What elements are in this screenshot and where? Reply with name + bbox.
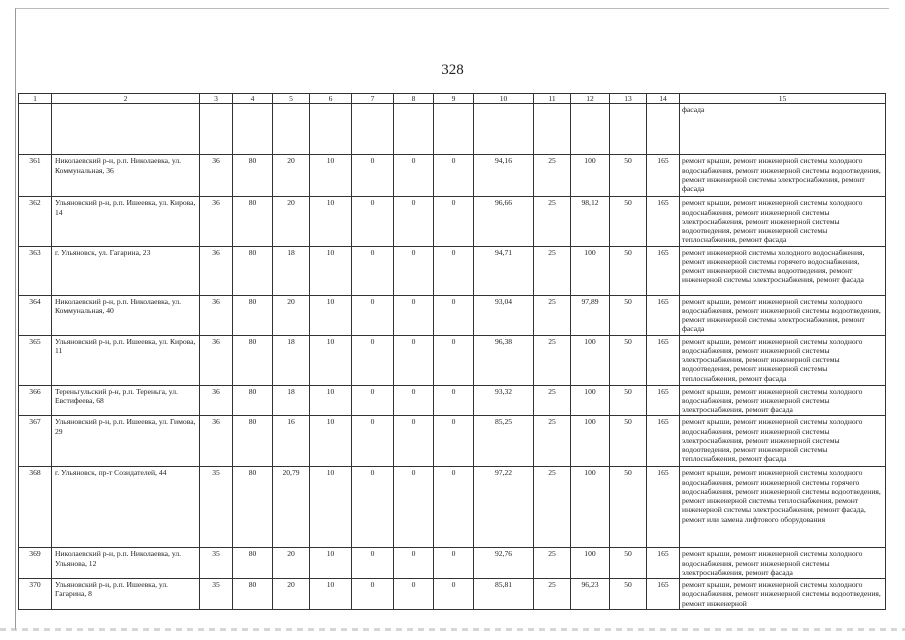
cell-col-6: 10 <box>310 295 352 335</box>
cell-col-1: 364 <box>19 295 52 335</box>
cell-col-10: 94,71 <box>474 246 534 295</box>
cell-col-3: 36 <box>200 416 233 467</box>
cell-col-11: 25 <box>534 295 571 335</box>
col-header-3: 3 <box>200 94 233 104</box>
cell-col-15: ремонт крыши, ремонт инженерной системы холодного водоснабжения, ремонт инженерной системы электроснабжения, ремонт инженерной системы водоотведения, ремонт инженерной системы теплоснабжения, ремонт фасада <box>680 416 886 467</box>
cell-col-11: 25 <box>534 385 571 416</box>
cell-col-2: Николаевский р-н, р.п. Николаевка, ул. Коммунальная, 36 <box>52 155 200 197</box>
col-header-10: 10 <box>474 94 534 104</box>
cell-col-14: 165 <box>647 548 680 579</box>
cell-col-10: 85,81 <box>474 579 534 610</box>
cell-col-11: 25 <box>534 579 571 610</box>
cell-col-4: 80 <box>233 579 273 610</box>
cell-col-15: ремонт инженерной системы холодного водоснабжения, ремонт инженерной системы горячего водоснабжения, ремонт инженерной системы водоотведения, ремонт инженерной системы электроснабжения, ремонт фасада <box>680 246 886 295</box>
cell-col-14: 165 <box>647 467 680 548</box>
cell-col-4: 80 <box>233 246 273 295</box>
cell-col-8: 0 <box>394 295 434 335</box>
col-header-4: 4 <box>233 94 273 104</box>
cell-col-13: 50 <box>610 385 647 416</box>
cell-col-9: 0 <box>434 548 474 579</box>
cell-col-10: 96,38 <box>474 335 534 385</box>
cell-col-13: 50 <box>610 295 647 335</box>
cell-col-7: 0 <box>352 335 394 385</box>
cell-col-11: 25 <box>534 416 571 467</box>
cell-col-14: 165 <box>647 295 680 335</box>
col-header-6: 6 <box>310 94 352 104</box>
cell-col-7: 0 <box>352 548 394 579</box>
cell-col-15: ремонт крыши, ремонт инженерной системы холодного водоснабжения, ремонт инженерной системы водоотведения, ремонт инженерной <box>680 579 886 610</box>
cell-col-5: 20,79 <box>273 467 310 548</box>
cell-col-2: Николаевский р-н, р.п. Николаевка, ул. Ульянова, 12 <box>52 548 200 579</box>
table-row <box>19 197 886 246</box>
col-header-12: 12 <box>571 94 610 104</box>
cell-col-10: 94,16 <box>474 155 534 197</box>
cell-col-10: 92,76 <box>474 548 534 579</box>
cell-col-12: 100 <box>571 467 610 548</box>
col-header-15: 15 <box>680 94 886 104</box>
cell-col-7: 0 <box>352 197 394 246</box>
cell-col-4: 80 <box>233 197 273 246</box>
cell-col-12: 97,89 <box>571 295 610 335</box>
cell-col-1: 361 <box>19 155 52 197</box>
cell-col-12: 100 <box>571 335 610 385</box>
cell-col-6: 10 <box>310 385 352 416</box>
cell-col-4: 80 <box>233 548 273 579</box>
cell-col-9: 0 <box>434 385 474 416</box>
cell-col-10: 97,22 <box>474 467 534 548</box>
cell-col-5: 20 <box>273 295 310 335</box>
cell-col-10: 96,66 <box>474 197 534 246</box>
cell-col-14: 165 <box>647 579 680 610</box>
cell-col-3: 36 <box>200 385 233 416</box>
cell-col-5: 16 <box>273 416 310 467</box>
cell-col-8: 0 <box>394 467 434 548</box>
cell-col-6: 10 <box>310 548 352 579</box>
cell-col-9: 0 <box>434 335 474 385</box>
cell-col-1: 366 <box>19 385 52 416</box>
cell-col-2: Ульяновский р-н, р.п. Ишеевка, ул. Гагарина, 8 <box>52 579 200 610</box>
cell-col-3: 36 <box>200 155 233 197</box>
col-header-9: 9 <box>434 94 474 104</box>
table-row <box>19 579 886 610</box>
cell-col-13: 50 <box>610 335 647 385</box>
cell-col-12: 100 <box>571 548 610 579</box>
cell-col-4: 80 <box>233 295 273 335</box>
cell-col-1: 362 <box>19 197 52 246</box>
cell-col-8: 0 <box>394 548 434 579</box>
cell-col-14: 165 <box>647 246 680 295</box>
cell-col-2: Ульяновский р-н, р.п. Ишеевка, ул. Гимова, 29 <box>52 416 200 467</box>
cell-col-5: 20 <box>273 197 310 246</box>
cell-col-14: 165 <box>647 155 680 197</box>
cell-col-3: 36 <box>200 295 233 335</box>
col-header-13: 13 <box>610 94 647 104</box>
cell-col-7: 0 <box>352 295 394 335</box>
cell-col-12: 100 <box>571 246 610 295</box>
cell-col-5: 18 <box>273 335 310 385</box>
cell-col-13: 50 <box>610 579 647 610</box>
cell-col-9: 0 <box>434 416 474 467</box>
cell-col-2: Ульяновский р-н, р.п. Ишеевка, ул. Кирова, 14 <box>52 197 200 246</box>
cell-col-1: 363 <box>19 246 52 295</box>
cell-col-8: 0 <box>394 246 434 295</box>
col-header-2: 2 <box>52 94 200 104</box>
cell-col-6: 10 <box>310 197 352 246</box>
cell-col-11: 25 <box>534 246 571 295</box>
col-header-11: 11 <box>534 94 571 104</box>
cell-col-11: 25 <box>534 467 571 548</box>
cell-col-4: 80 <box>233 155 273 197</box>
scan-artifact <box>0 628 905 631</box>
cell-col-4: 80 <box>233 335 273 385</box>
cell-col-2: г. Ульяновск, ул. Гагарина, 23 <box>52 246 200 295</box>
cell-col-14: 165 <box>647 335 680 385</box>
cell-col-9: 0 <box>434 155 474 197</box>
cell-col-6: 10 <box>310 335 352 385</box>
cell-col-8: 0 <box>394 155 434 197</box>
cell-col-15: ремонт крыши, ремонт инженерной системы холодного водоснабжения, ремонт инженерной системы водоотведения, ремонт инженерной системы электроснабжения, ремонт фасада <box>680 155 886 197</box>
cell-col-8: 0 <box>394 579 434 610</box>
table-row <box>19 295 886 335</box>
cell-col-13: 50 <box>610 548 647 579</box>
cell-col-12: 96,23 <box>571 579 610 610</box>
data-table <box>18 93 886 610</box>
cell-col-7: 0 <box>352 467 394 548</box>
cell-col-8: 0 <box>394 197 434 246</box>
cell-col-7: 0 <box>352 579 394 610</box>
cell-col-14: 165 <box>647 385 680 416</box>
cell-col-9: 0 <box>434 295 474 335</box>
cell-col-13: 50 <box>610 467 647 548</box>
cell-col-5: 20 <box>273 548 310 579</box>
cell-col-15: ремонт крыши, ремонт инженерной системы холодного водоснабжения, ремонт инженерной системы горячего водоснабжения, ремонт инженерной системы водоотведения, ремонт инженерной системы теплоснабжения, ремонт инженерной системы электроснабжения, ремонт фасада, ремонт или замена лифтового оборудования <box>680 467 886 548</box>
continuation-row <box>19 104 886 155</box>
cell-col-2: г. Ульяновск, пр-т Созидателей, 44 <box>52 467 200 548</box>
page-number: 328 <box>441 62 464 78</box>
cell-col-1: 367 <box>19 416 52 467</box>
table-row <box>19 548 886 579</box>
cell-col-4: 80 <box>233 467 273 548</box>
cell-col-11: 25 <box>534 335 571 385</box>
cell-col-3: 36 <box>200 246 233 295</box>
cell-col-8: 0 <box>394 335 434 385</box>
cell-col-5: 18 <box>273 385 310 416</box>
cell-col-6: 10 <box>310 155 352 197</box>
cell-col-1: 368 <box>19 467 52 548</box>
cell-col-13: 50 <box>610 416 647 467</box>
col-header-1: 1 <box>19 94 52 104</box>
cell-col-15: ремонт крыши, ремонт инженерной системы холодного водоснабжения, ремонт инженерной системы электроснабжения, ремонт фасада <box>680 385 886 416</box>
cell-col-11: 25 <box>534 155 571 197</box>
cell-col-9: 0 <box>434 467 474 548</box>
cell-col-14: 165 <box>647 197 680 246</box>
cell-col-2: Ульяновский р-н, р.п. Ишеевка, ул. Кирова, 11 <box>52 335 200 385</box>
cell-col-14: 165 <box>647 416 680 467</box>
cell-col-4: 80 <box>233 416 273 467</box>
cell-col-3: 35 <box>200 579 233 610</box>
col-header-14: 14 <box>647 94 680 104</box>
cell-col-12: 100 <box>571 385 610 416</box>
cell-col-6: 10 <box>310 467 352 548</box>
cell-col-15: ремонт крыши, ремонт инженерной системы холодного водоснабжения, ремонт инженерной системы электроснабжения, ремонт фасада <box>680 548 886 579</box>
table-row <box>19 246 886 295</box>
col-header-7: 7 <box>352 94 394 104</box>
cell-col-10: 85,25 <box>474 416 534 467</box>
cell-col-6: 10 <box>310 416 352 467</box>
cell-col-11: 25 <box>534 197 571 246</box>
cell-col-5: 20 <box>273 155 310 197</box>
cell-col-9: 0 <box>434 197 474 246</box>
continuation-text: фасада <box>680 104 886 155</box>
cell-col-2: Тереньгульский р-н, р.п. Тереньга, ул. Евстифеева, 68 <box>52 385 200 416</box>
cell-col-8: 0 <box>394 416 434 467</box>
cell-col-15: ремонт крыши, ремонт инженерной системы холодного водоснабжения, ремонт инженерной системы электроснабжения, ремонт инженерной системы водоотведения, ремонт инженерной системы теплоснабжения, ремонт фасада <box>680 197 886 246</box>
cell-col-13: 50 <box>610 155 647 197</box>
cell-col-15: ремонт крыши, ремонт инженерной системы холодного водоснабжения, ремонт инженерной системы водоотведения, ремонт инженерной системы электроснабжения, ремонт фасада <box>680 295 886 335</box>
cell-col-1: 365 <box>19 335 52 385</box>
cell-col-7: 0 <box>352 246 394 295</box>
cell-col-1: 369 <box>19 548 52 579</box>
cell-col-3: 35 <box>200 467 233 548</box>
cell-col-7: 0 <box>352 155 394 197</box>
cell-col-4: 80 <box>233 385 273 416</box>
cell-col-15: ремонт крыши, ремонт инженерной системы холодного водоснабжения, ремонт инженерной системы электроснабжения, ремонт инженерной системы водоотведения, ремонт инженерной системы теплоснабжения, ремонт фасада <box>680 335 886 385</box>
cell-col-3: 36 <box>200 197 233 246</box>
col-header-5: 5 <box>273 94 310 104</box>
cell-col-12: 100 <box>571 155 610 197</box>
cell-col-3: 36 <box>200 335 233 385</box>
cell-col-8: 0 <box>394 385 434 416</box>
header-row <box>19 94 886 104</box>
table-row <box>19 335 886 385</box>
cell-col-9: 0 <box>434 579 474 610</box>
table-row <box>19 155 886 197</box>
cell-col-12: 98,12 <box>571 197 610 246</box>
cell-col-7: 0 <box>352 416 394 467</box>
cell-col-5: 18 <box>273 246 310 295</box>
cell-col-13: 50 <box>610 246 647 295</box>
cell-col-7: 0 <box>352 385 394 416</box>
table-row <box>19 467 886 548</box>
cell-col-6: 10 <box>310 579 352 610</box>
cell-col-6: 10 <box>310 246 352 295</box>
cell-col-5: 20 <box>273 579 310 610</box>
cell-col-10: 93,04 <box>474 295 534 335</box>
table-row <box>19 385 886 416</box>
cell-col-1: 370 <box>19 579 52 610</box>
cell-col-10: 93,32 <box>474 385 534 416</box>
cell-col-12: 100 <box>571 416 610 467</box>
table-body <box>19 155 886 610</box>
cell-col-2: Николаевский р-н, р.п. Николаевка, ул. Коммунальная, 40 <box>52 295 200 335</box>
cell-col-11: 25 <box>534 548 571 579</box>
cell-col-9: 0 <box>434 246 474 295</box>
table-row <box>19 416 886 467</box>
col-header-8: 8 <box>394 94 434 104</box>
cell-col-13: 50 <box>610 197 647 246</box>
cell-col-3: 35 <box>200 548 233 579</box>
